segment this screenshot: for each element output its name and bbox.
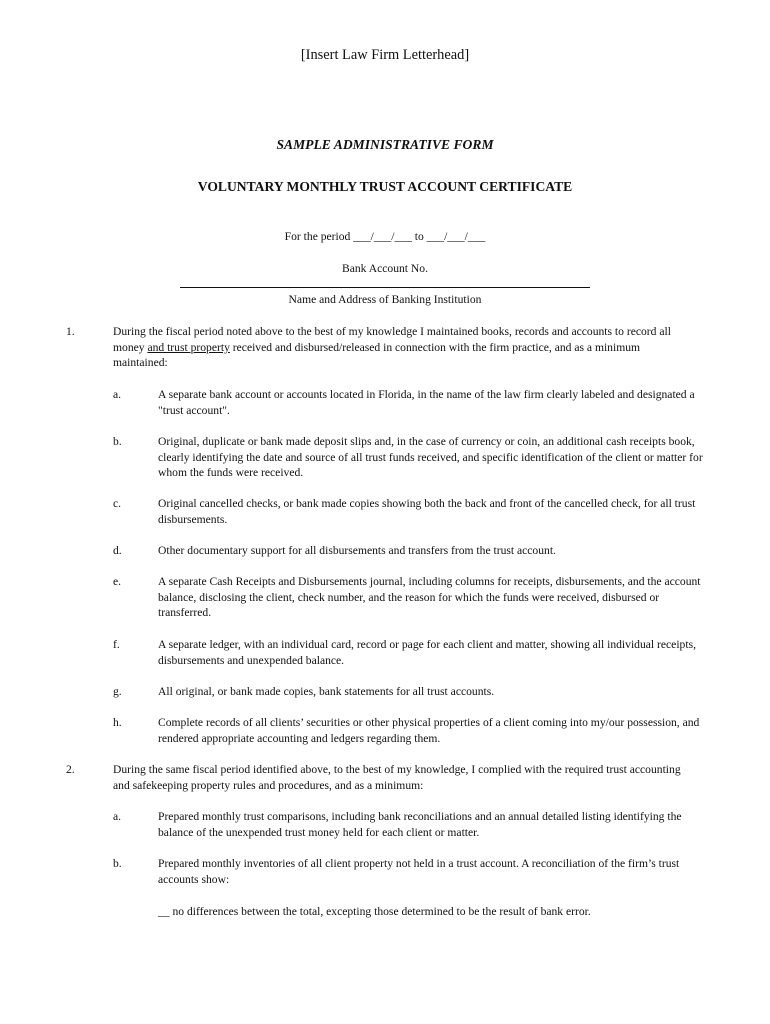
- list-item: Original, duplicate or bank made deposit slips and, in the case of currency or coin, an additional cash receipts book, clearly identifying the date and source of all trust funds received, and specific identification of the client or matter for whom the funds were received.: [158, 435, 703, 480]
- item-letter: b.: [113, 857, 122, 870]
- sample-form-title: SAMPLE ADMINISTRATIVE FORM: [276, 137, 494, 152]
- section-number: 2.: [66, 763, 75, 776]
- letterhead-placeholder: [Insert Law Firm Letterhead]: [300, 47, 470, 63]
- item-letter: c.: [113, 497, 122, 510]
- item-letter: a.: [113, 810, 122, 823]
- list-item: Other documentary support for all disbursements and transfers from the trust account.: [158, 544, 556, 557]
- list-item: A separate bank account or accounts located in Florida, in the name of the law firm clearly labeled and designated a "trust account".: [158, 388, 695, 417]
- item-letter: d.: [113, 544, 122, 557]
- period-line: For the period ___/___/___ to ___/___/___: [284, 230, 486, 243]
- item-letter: e.: [113, 575, 122, 588]
- list-item: Prepared monthly trust comparisons, including bank reconciliations and an annual detailed listing identifying the balance of the unexpended trust money held for each client or matter.: [158, 810, 682, 839]
- list-item: Prepared monthly inventories of all client property not held in a trust account. A reconciliation of the firm’s trust accounts show:: [158, 857, 680, 886]
- section-1-text: During the fiscal period noted above to the best of my knowledge I maintained books, records and accounts to record all money and trust property received and disbursed/released in connection with the firm practice, and as a minimum maintained:: [113, 325, 671, 370]
- list-item: Complete records of all clients’ securities or other physical properties of a client coming into my/our possession, and rendered appropriate accounting and ledgers regarding them.: [158, 716, 700, 745]
- item-letter: h.: [113, 716, 122, 729]
- underlined-phrase: and trust property: [147, 340, 230, 354]
- list-item: Original cancelled checks, or bank made copies showing both the back and front of the cancelled check, for all trust disbursements.: [158, 497, 696, 526]
- bank-account-label: Bank Account No.: [342, 262, 428, 275]
- section-2-text: During the same fiscal period identified above, to the best of my knowledge, I complied with the required trust accounting and safekeeping property rules and procedures, and as a minimum:: [113, 763, 681, 792]
- bank-signature-line: [180, 287, 590, 288]
- list-item: All original, or bank made copies, bank statements for all trust accounts.: [158, 685, 495, 698]
- item-letter: g.: [113, 685, 122, 698]
- item-letter: f.: [113, 638, 120, 651]
- item-letter: b.: [113, 435, 122, 448]
- reconciliation-option: __ no differences between the total, excepting those determined to be the result of bank error.: [158, 905, 591, 918]
- bank-institution-label: Name and Address of Banking Institution: [288, 293, 482, 306]
- list-item: A separate ledger, with an individual card, record or page for each client and matter, showing all individual receipts, disbursements and unexpended balance.: [158, 638, 696, 667]
- list-item: A separate Cash Receipts and Disbursements journal, including columns for receipts, disbursements, and the account balance, disclosing the client, check number, and the reason for which the funds were received, disbursed or transferred.: [158, 575, 701, 620]
- item-letter: a.: [113, 388, 122, 401]
- section-number: 1.: [66, 325, 75, 338]
- certificate-title: VOLUNTARY MONTHLY TRUST ACCOUNT CERTIFICATE: [197, 179, 573, 194]
